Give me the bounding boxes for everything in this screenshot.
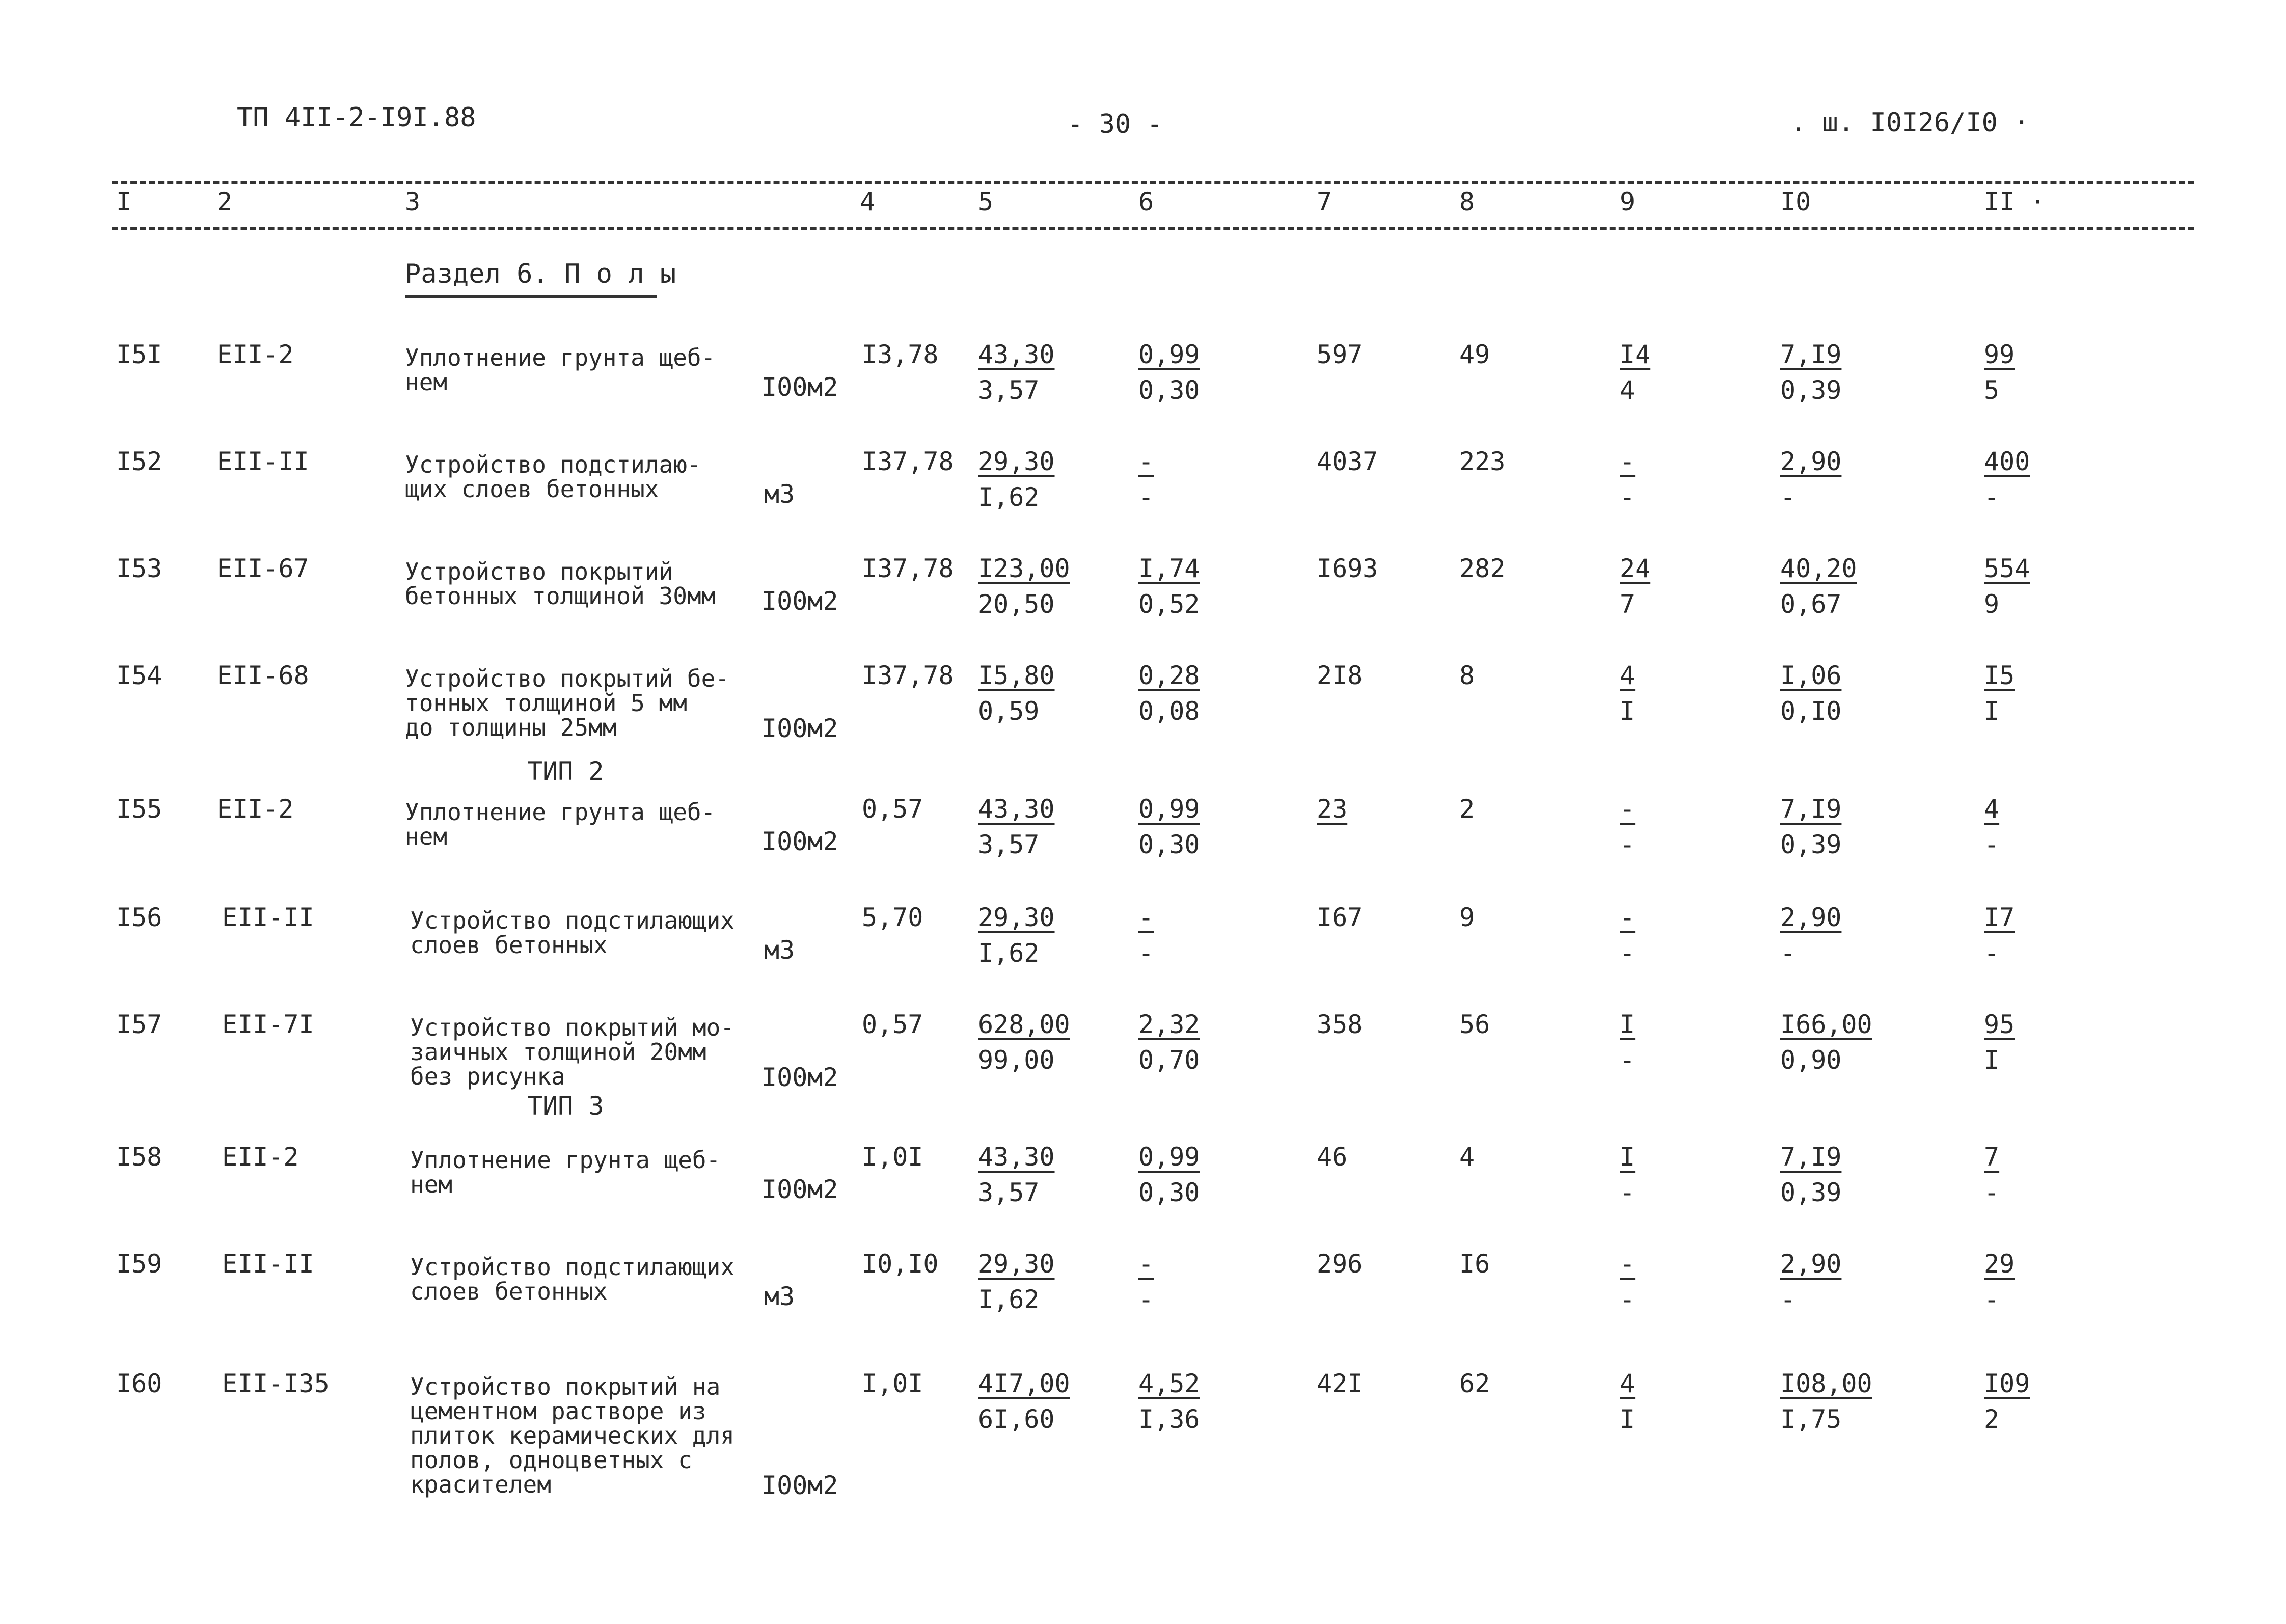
norm-code: EII-2 xyxy=(222,1142,299,1172)
unit: I00м2 xyxy=(761,372,838,402)
labor-total-top: I09 xyxy=(1984,1369,2030,1398)
labor-total-bottom: 5 xyxy=(1984,375,2000,405)
price-total-top: 628,00 xyxy=(978,1010,1070,1039)
cost-machines-bottom: I xyxy=(1620,696,1636,726)
price-machines-top: - xyxy=(1138,1249,1154,1279)
header-rule-top xyxy=(112,181,2194,184)
norm-code: EII-II xyxy=(217,447,309,476)
column-header-1: I xyxy=(116,187,132,216)
column-header-8: 8 xyxy=(1459,187,1475,216)
price-total-top: 43,30 xyxy=(978,1142,1055,1172)
cost-total: 23 xyxy=(1317,794,1348,824)
quantity: 5,70 xyxy=(862,903,923,932)
price-machines-top: - xyxy=(1138,903,1154,932)
row-number: I5I xyxy=(116,340,162,369)
labor-total-top: 400 xyxy=(1984,447,2030,476)
quantity: 0,57 xyxy=(862,1010,923,1039)
cost-total: 46 xyxy=(1317,1142,1348,1172)
cost-machines-top: 4 xyxy=(1620,661,1636,690)
quantity: I,0I xyxy=(862,1369,923,1398)
cost-machines-top: 24 xyxy=(1620,554,1651,583)
row-number: I60 xyxy=(116,1369,162,1398)
cost-total: 296 xyxy=(1317,1249,1363,1279)
doc-code: ТП 4II-2-I9I.88 xyxy=(237,102,476,133)
row-number: I59 xyxy=(116,1249,162,1279)
price-total-top: I23,00 xyxy=(978,554,1070,583)
labor-bottom: - xyxy=(1780,482,1796,512)
price-total-top: 29,30 xyxy=(978,447,1055,476)
page-number: - 30 - xyxy=(1067,109,1163,140)
norm-code: EII-67 xyxy=(217,554,309,583)
row-number: I56 xyxy=(116,903,162,932)
labor-total-bottom: I xyxy=(1984,1045,2000,1075)
price-machines-top: 4,52 xyxy=(1138,1369,1200,1398)
column-header-2: 2 xyxy=(217,187,233,216)
labor-total-bottom: 2 xyxy=(1984,1404,2000,1434)
labor-total-top: 554 xyxy=(1984,554,2030,583)
price-total-bottom: 3,57 xyxy=(978,830,1040,859)
labor-total-top: 7 xyxy=(1984,1142,2000,1172)
labor-total-bottom: - xyxy=(1984,1285,2000,1314)
price-total-bottom: I,62 xyxy=(978,1285,1040,1314)
price-machines-top: I,74 xyxy=(1138,554,1200,583)
price-total-top: 43,30 xyxy=(978,340,1055,369)
cost-wages: 56 xyxy=(1459,1010,1490,1039)
cost-machines-top: - xyxy=(1620,903,1636,932)
unit: м3 xyxy=(764,1282,795,1311)
labor-total-bottom: - xyxy=(1984,938,2000,968)
header-rule-bottom xyxy=(112,227,2194,230)
cost-machines-bottom: - xyxy=(1620,830,1636,859)
cost-total: 2I8 xyxy=(1317,661,1363,690)
price-total-bottom: 3,57 xyxy=(978,1178,1040,1207)
price-machines-top: 0,99 xyxy=(1138,340,1200,369)
price-total-top: 29,30 xyxy=(978,1249,1055,1279)
row-number: I53 xyxy=(116,554,162,583)
work-description: Устройство подстилаю- щих слоев бетонных xyxy=(405,451,701,503)
cost-machines-bottom: - xyxy=(1620,1045,1636,1075)
quantity: I37,78 xyxy=(862,447,954,476)
cost-machines-bottom: - xyxy=(1620,1178,1636,1207)
labor-top: 7,I9 xyxy=(1780,340,1842,369)
row-number: I58 xyxy=(116,1142,162,1172)
work-description: Уплотнение грунта щеб- нем xyxy=(405,798,716,850)
cost-machines-bottom: 7 xyxy=(1620,589,1636,619)
quantity: I3,78 xyxy=(862,340,939,369)
labor-top: 40,20 xyxy=(1780,554,1857,583)
labor-bottom: 0,90 xyxy=(1780,1045,1842,1075)
cost-total: I67 xyxy=(1317,903,1363,932)
price-machines-bottom: I,36 xyxy=(1138,1404,1200,1434)
unit: I00м2 xyxy=(761,714,838,743)
row-number: I54 xyxy=(116,661,162,690)
cost-wages: 4 xyxy=(1459,1142,1475,1172)
norm-code: EII-7I xyxy=(222,1010,314,1039)
labor-top: I,06 xyxy=(1780,661,1842,690)
labor-bottom: 0,39 xyxy=(1780,1178,1842,1207)
price-machines-top: 0,99 xyxy=(1138,794,1200,824)
price-machines-bottom: 0,30 xyxy=(1138,375,1200,405)
labor-top: I08,00 xyxy=(1780,1369,1872,1398)
price-machines-bottom: 0,30 xyxy=(1138,1178,1200,1207)
labor-bottom: 0,39 xyxy=(1780,830,1842,859)
price-total-bottom: I,62 xyxy=(978,482,1040,512)
cost-machines-top: - xyxy=(1620,1249,1636,1279)
price-total-top: 4I7,00 xyxy=(978,1369,1070,1398)
norm-code: EII-2 xyxy=(217,340,294,369)
cost-wages: 282 xyxy=(1459,554,1506,583)
labor-top: 2,90 xyxy=(1780,903,1842,932)
work-description: Уплотнение грунта щеб- нем xyxy=(410,1146,721,1198)
quantity: 0,57 xyxy=(862,794,923,824)
labor-bottom: 0,39 xyxy=(1780,375,1842,405)
quantity: I0,I0 xyxy=(862,1249,939,1279)
column-header-3: 3 xyxy=(405,187,421,216)
price-machines-top: 2,32 xyxy=(1138,1010,1200,1039)
cost-total: 597 xyxy=(1317,340,1363,369)
price-total-top: 43,30 xyxy=(978,794,1055,824)
price-machines-top: 0,28 xyxy=(1138,661,1200,690)
labor-top: 7,I9 xyxy=(1780,1142,1842,1172)
cost-wages: 8 xyxy=(1459,661,1475,690)
cost-machines-bottom: I xyxy=(1620,1404,1636,1434)
unit: м3 xyxy=(764,935,795,965)
price-machines-top: 0,99 xyxy=(1138,1142,1200,1172)
subheading-type-2: ТИП 2 xyxy=(527,756,604,786)
cost-total: 4037 xyxy=(1317,447,1378,476)
labor-total-bottom: - xyxy=(1984,1178,2000,1207)
column-header-9: 9 xyxy=(1620,187,1636,216)
subheading-type-3: ТИП 3 xyxy=(527,1091,604,1121)
cost-wages: 2 xyxy=(1459,794,1475,824)
cost-wages: 62 xyxy=(1459,1369,1490,1398)
norm-code: EII-II xyxy=(222,903,314,932)
norm-code: EII-68 xyxy=(217,661,309,690)
cost-wages: 49 xyxy=(1459,340,1490,369)
unit: I00м2 xyxy=(761,1471,838,1500)
quantity: I37,78 xyxy=(862,661,954,690)
work-description: Устройство покрытий бетонных толщиной 30мм xyxy=(405,558,716,610)
labor-top: 2,90 xyxy=(1780,1249,1842,1279)
labor-total-top: 29 xyxy=(1984,1249,2015,1279)
labor-total-top: I7 xyxy=(1984,903,2015,932)
cost-wages: I6 xyxy=(1459,1249,1490,1279)
work-description: Устройство покрытий мо- заичных толщиной 20мм без рисунка xyxy=(410,1014,734,1090)
cost-machines-top: - xyxy=(1620,447,1636,476)
unit: м3 xyxy=(764,479,795,509)
work-description: Устройство покрытий бе- тонных толщиной 5 мм до толщины 25мм xyxy=(405,665,729,741)
cost-wages: 223 xyxy=(1459,447,1506,476)
column-header-11: II · xyxy=(1984,187,2046,216)
labor-bottom: - xyxy=(1780,938,1796,968)
cost-total: 358 xyxy=(1317,1010,1363,1039)
column-header-5: 5 xyxy=(978,187,994,216)
price-machines-bottom: - xyxy=(1138,938,1154,968)
price-total-bottom: 3,57 xyxy=(978,375,1040,405)
labor-total-bottom: - xyxy=(1984,482,2000,512)
labor-bottom: 0,I0 xyxy=(1780,696,1842,726)
cost-machines-top: I xyxy=(1620,1010,1636,1039)
cost-machines-bottom: - xyxy=(1620,1285,1636,1314)
work-description: Устройство покрытий на цементном растворе из плиток керамических для полов, одноцветных с красителем xyxy=(410,1373,734,1498)
price-total-bottom: 6I,60 xyxy=(978,1404,1055,1434)
cost-total: I693 xyxy=(1317,554,1378,583)
column-header-6: 6 xyxy=(1138,187,1154,216)
cost-machines-bottom: 4 xyxy=(1620,375,1636,405)
section-underline xyxy=(405,295,657,298)
price-machines-bottom: - xyxy=(1138,1285,1154,1314)
labor-top: I66,00 xyxy=(1780,1010,1872,1039)
row-number: I52 xyxy=(116,447,162,476)
labor-top: 7,I9 xyxy=(1780,794,1842,824)
cost-machines-top: 4 xyxy=(1620,1369,1636,1398)
price-machines-top: - xyxy=(1138,447,1154,476)
price-total-bottom: I,62 xyxy=(978,938,1040,968)
quantity: I37,78 xyxy=(862,554,954,583)
labor-total-top: 95 xyxy=(1984,1010,2015,1039)
column-header-4: 4 xyxy=(860,187,876,216)
price-total-top: I5,80 xyxy=(978,661,1055,690)
norm-code: EII-I35 xyxy=(222,1369,330,1398)
cost-total: 42I xyxy=(1317,1369,1363,1398)
labor-total-top: 99 xyxy=(1984,340,2015,369)
unit: I00м2 xyxy=(761,1175,838,1204)
price-total-top: 29,30 xyxy=(978,903,1055,932)
norm-code: EII-II xyxy=(222,1249,314,1279)
work-description: Устройство подстилающих слоев бетонных xyxy=(410,1253,734,1305)
work-description: Уплотнение грунта щеб- нем xyxy=(405,344,716,396)
row-number: I55 xyxy=(116,794,162,824)
column-header-10: I0 xyxy=(1780,187,1811,216)
unit: I00м2 xyxy=(761,1063,838,1092)
section-title: Раздел 6. П о л ы xyxy=(405,259,676,289)
price-machines-bottom: 0,52 xyxy=(1138,589,1200,619)
work-description: Устройство подстилающих слоев бетонных xyxy=(410,907,734,959)
row-number: I57 xyxy=(116,1010,162,1039)
labor-total-bottom: - xyxy=(1984,830,2000,859)
unit: I00м2 xyxy=(761,586,838,616)
cost-machines-bottom: - xyxy=(1620,482,1636,512)
price-machines-bottom: - xyxy=(1138,482,1154,512)
column-header-7: 7 xyxy=(1317,187,1332,216)
unit: I00м2 xyxy=(761,827,838,856)
price-total-bottom: 0,59 xyxy=(978,696,1040,726)
cost-machines-top: I4 xyxy=(1620,340,1651,369)
norm-code: EII-2 xyxy=(217,794,294,824)
quantity: I,0I xyxy=(862,1142,923,1172)
cost-machines-bottom: - xyxy=(1620,938,1636,968)
labor-bottom: - xyxy=(1780,1285,1796,1314)
labor-total-top: 4 xyxy=(1984,794,2000,824)
labor-top: 2,90 xyxy=(1780,447,1842,476)
price-machines-bottom: 0,08 xyxy=(1138,696,1200,726)
price-machines-bottom: 0,30 xyxy=(1138,830,1200,859)
labor-total-bottom: I xyxy=(1984,696,2000,726)
cost-machines-top: I xyxy=(1620,1142,1636,1172)
labor-total-top: I5 xyxy=(1984,661,2015,690)
cost-wages: 9 xyxy=(1459,903,1475,932)
labor-bottom: I,75 xyxy=(1780,1404,1842,1434)
inventory-number: . ш. I0I26/I0 · xyxy=(1790,107,2030,138)
price-total-bottom: 20,50 xyxy=(978,589,1055,619)
labor-total-bottom: 9 xyxy=(1984,589,2000,619)
labor-bottom: 0,67 xyxy=(1780,589,1842,619)
price-total-bottom: 99,00 xyxy=(978,1045,1055,1075)
price-machines-bottom: 0,70 xyxy=(1138,1045,1200,1075)
cost-machines-top: - xyxy=(1620,794,1636,824)
